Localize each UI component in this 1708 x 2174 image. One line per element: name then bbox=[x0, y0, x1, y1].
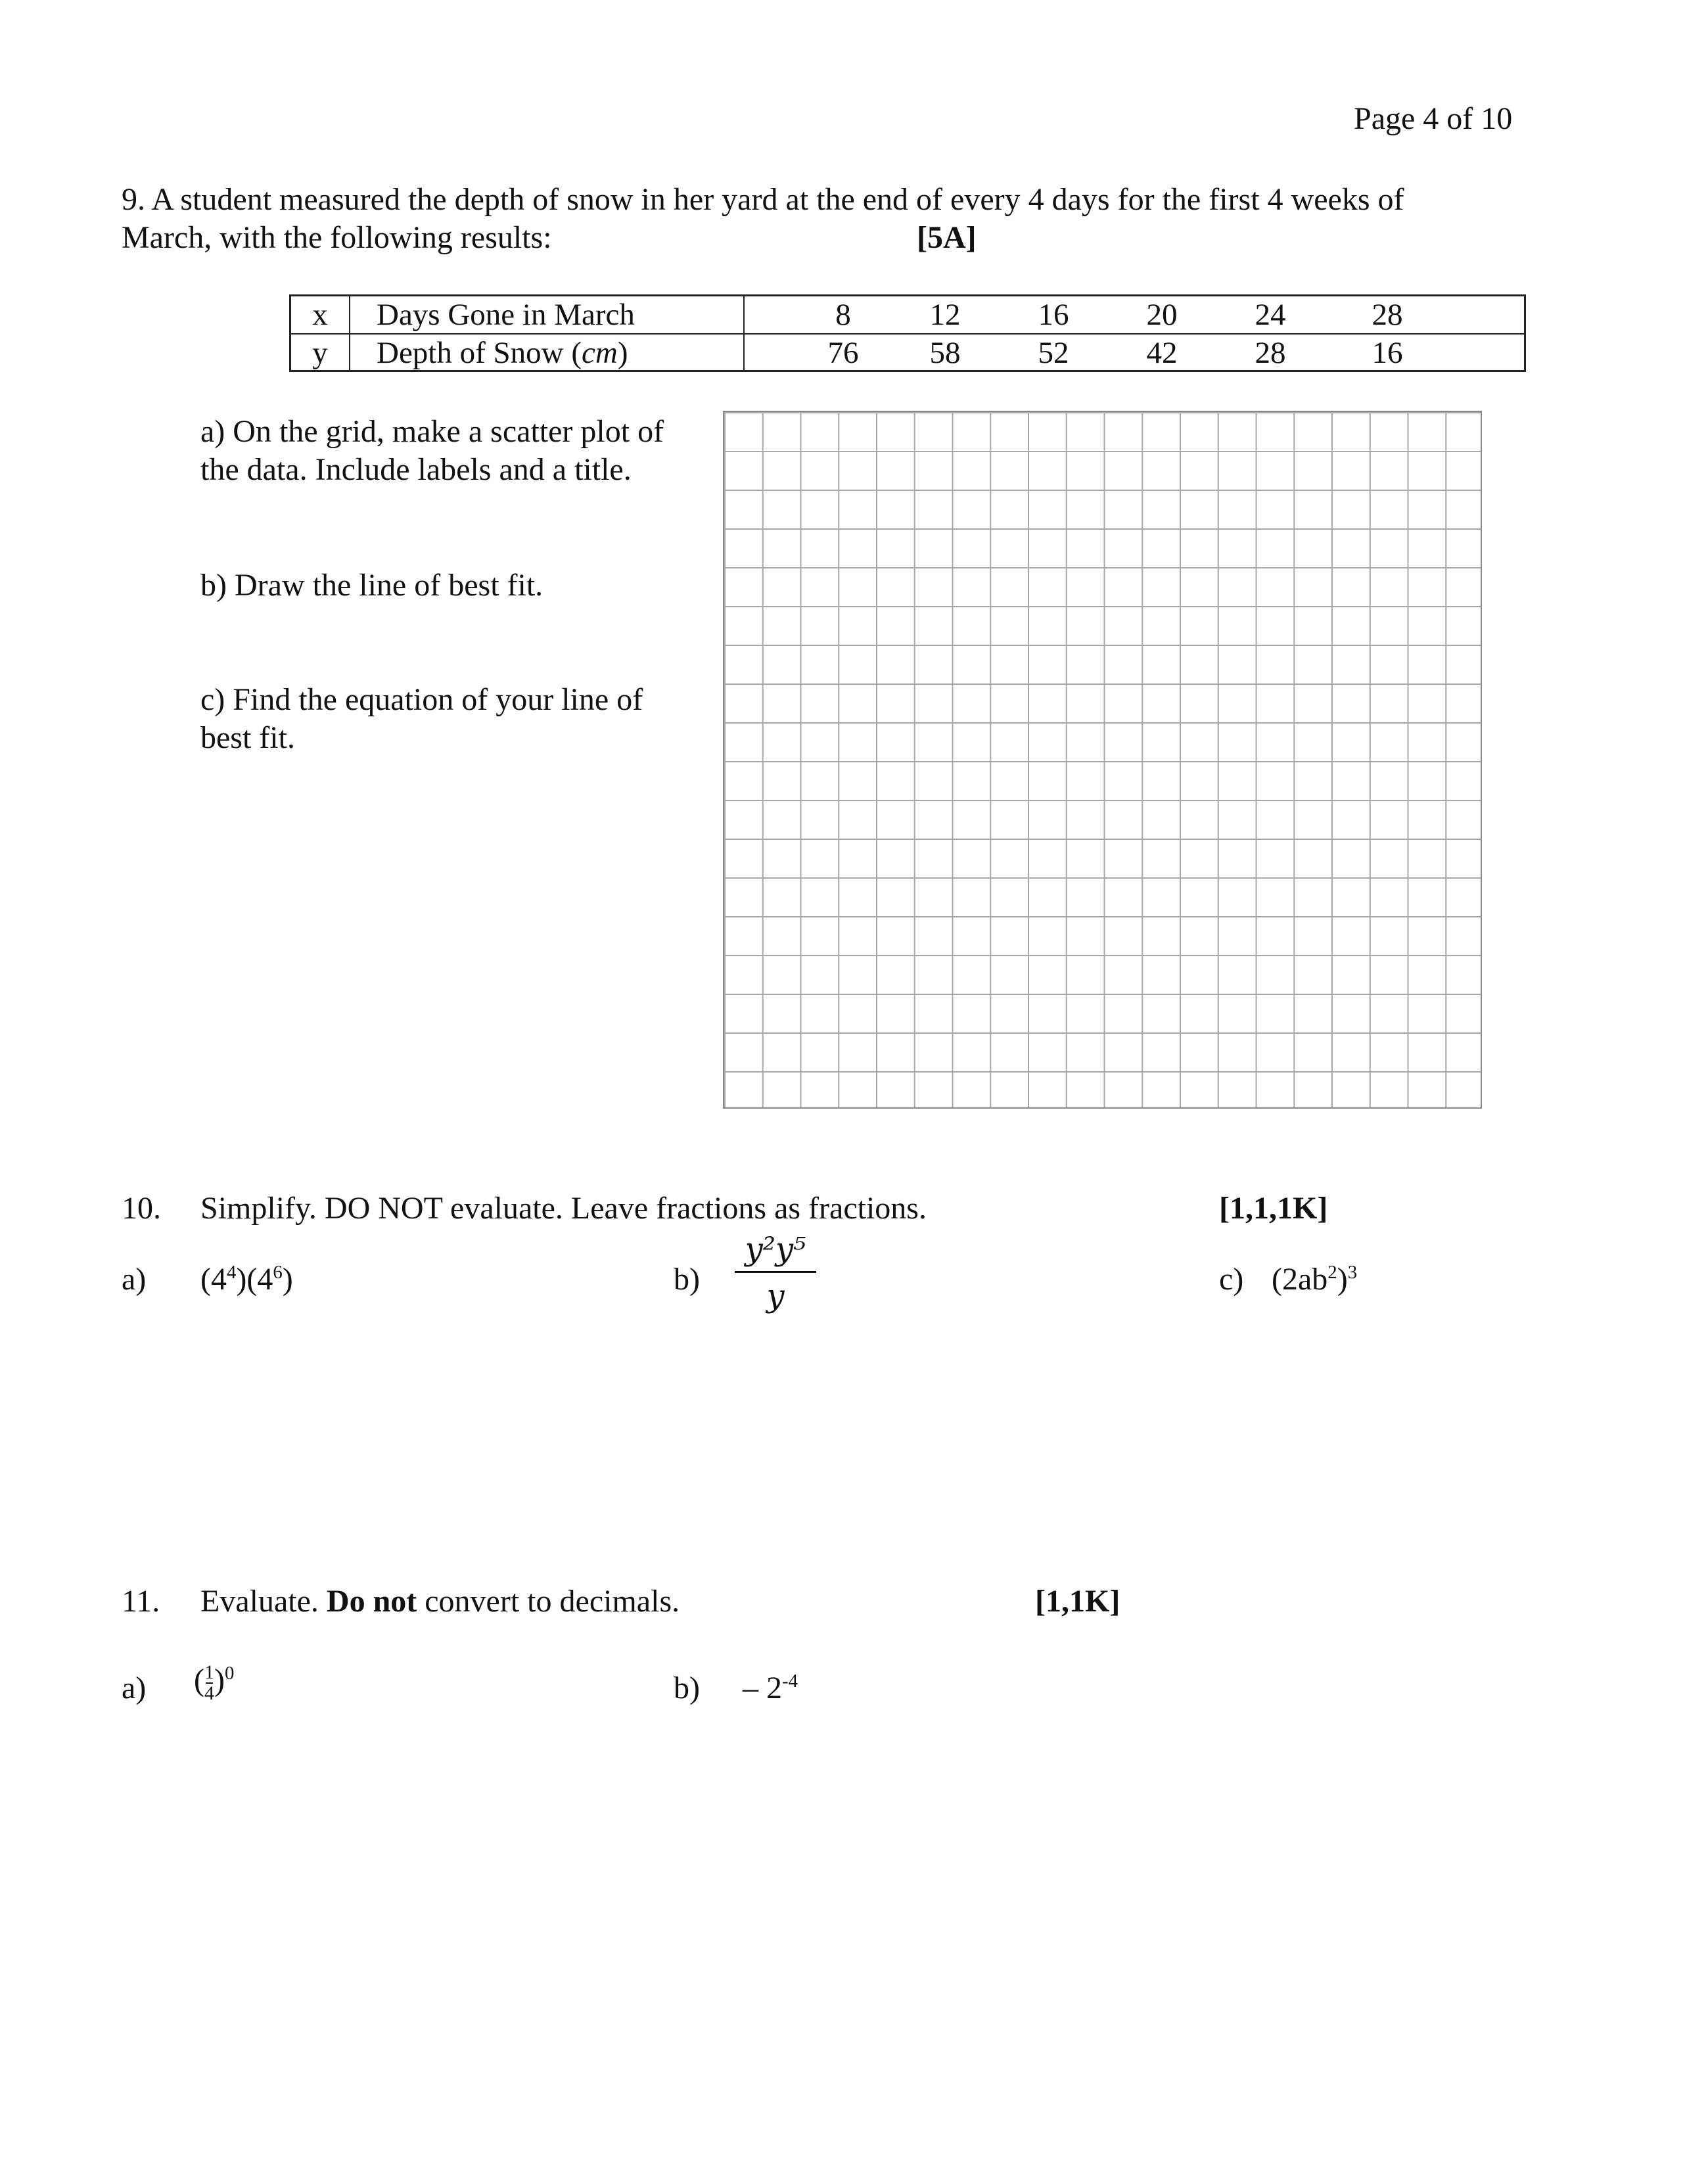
table-y-value: 42 bbox=[1146, 336, 1178, 370]
q10-b-denominator: y bbox=[766, 1278, 785, 1314]
q10-marks: [1,1,1K] bbox=[1219, 1191, 1328, 1226]
q9-part-a-line1: a) On the grid, make a scatter plot of bbox=[200, 414, 664, 449]
table-y-variable: y bbox=[312, 336, 328, 370]
table-y-value: 28 bbox=[1255, 336, 1286, 370]
q11-instruction: Evaluate. Do not convert to decimals. bbox=[200, 1584, 680, 1619]
table-x-value: 24 bbox=[1255, 298, 1286, 332]
q11-a-fraction: $\frac{1}{4}$ bbox=[204, 1661, 214, 1704]
q11-a-label: a) bbox=[122, 1671, 147, 1705]
q9-part-c-line2: best fit. bbox=[200, 720, 295, 755]
fraction-bar bbox=[735, 1271, 816, 1273]
table-x-value: 28 bbox=[1372, 298, 1403, 332]
q10-b-fraction bbox=[729, 1230, 821, 1315]
table-x-value: 8 bbox=[835, 298, 851, 332]
table-x-label: Days Gone in March bbox=[377, 298, 635, 332]
table-x-value: 16 bbox=[1038, 298, 1069, 332]
table-x-value: 12 bbox=[929, 298, 961, 332]
q10-number: 10. bbox=[122, 1191, 161, 1226]
q11-b-expression: – $2^{-4}$ bbox=[743, 1671, 798, 1705]
q11-a-expression: ( $\frac{1}{4}$ )$^0$ bbox=[194, 1661, 235, 1704]
q9-marks: [5A] bbox=[917, 220, 977, 255]
graph-grid[interactable] bbox=[723, 411, 1482, 1109]
q9-part-c-line1: c) Find the equation of your line of bbox=[200, 682, 643, 717]
table-x-variable: x bbox=[312, 298, 328, 332]
page-number: Page 4 of 10 bbox=[1354, 101, 1513, 136]
table-column-divider bbox=[349, 296, 350, 370]
q11-number: 11. bbox=[122, 1584, 160, 1619]
q10-b-numerator: y²y⁵ bbox=[745, 1231, 806, 1268]
q9-text-line1: 9. A student measured the depth of snow in her yard at the end of every 4 days for the first 4 weeks of bbox=[122, 182, 1404, 217]
q9-part-b: b) Draw the line of best fit. bbox=[200, 568, 543, 603]
table-y-value: 16 bbox=[1372, 336, 1403, 370]
table-x-value: 20 bbox=[1146, 298, 1178, 332]
q10-instruction: Simplify. DO NOT evaluate. Leave fractions as fractions. bbox=[200, 1191, 927, 1226]
q11-b-label: b) bbox=[674, 1671, 700, 1705]
table-column-divider bbox=[743, 296, 745, 370]
data-table bbox=[289, 294, 1526, 372]
q9-text-line2: March, with the following results: bbox=[122, 220, 552, 255]
q10-b-label: b) bbox=[674, 1262, 700, 1297]
table-y-value: 52 bbox=[1038, 336, 1069, 370]
table-y-value: 76 bbox=[827, 336, 859, 370]
table-y-value: 58 bbox=[929, 336, 961, 370]
q10-a-label: a) bbox=[122, 1262, 147, 1297]
q11-marks: [1,1K] bbox=[1035, 1584, 1120, 1619]
table-y-label: Depth of Snow (cm) bbox=[377, 336, 628, 370]
q10-c-expression: $(2ab^2)^3$ bbox=[1272, 1262, 1358, 1297]
q10-c-label: c) bbox=[1219, 1262, 1244, 1297]
q9-part-a-line2: the data. Include labels and a title. bbox=[200, 452, 632, 487]
q10-a-expression: $(4^4)(4^6)$ bbox=[200, 1262, 293, 1297]
